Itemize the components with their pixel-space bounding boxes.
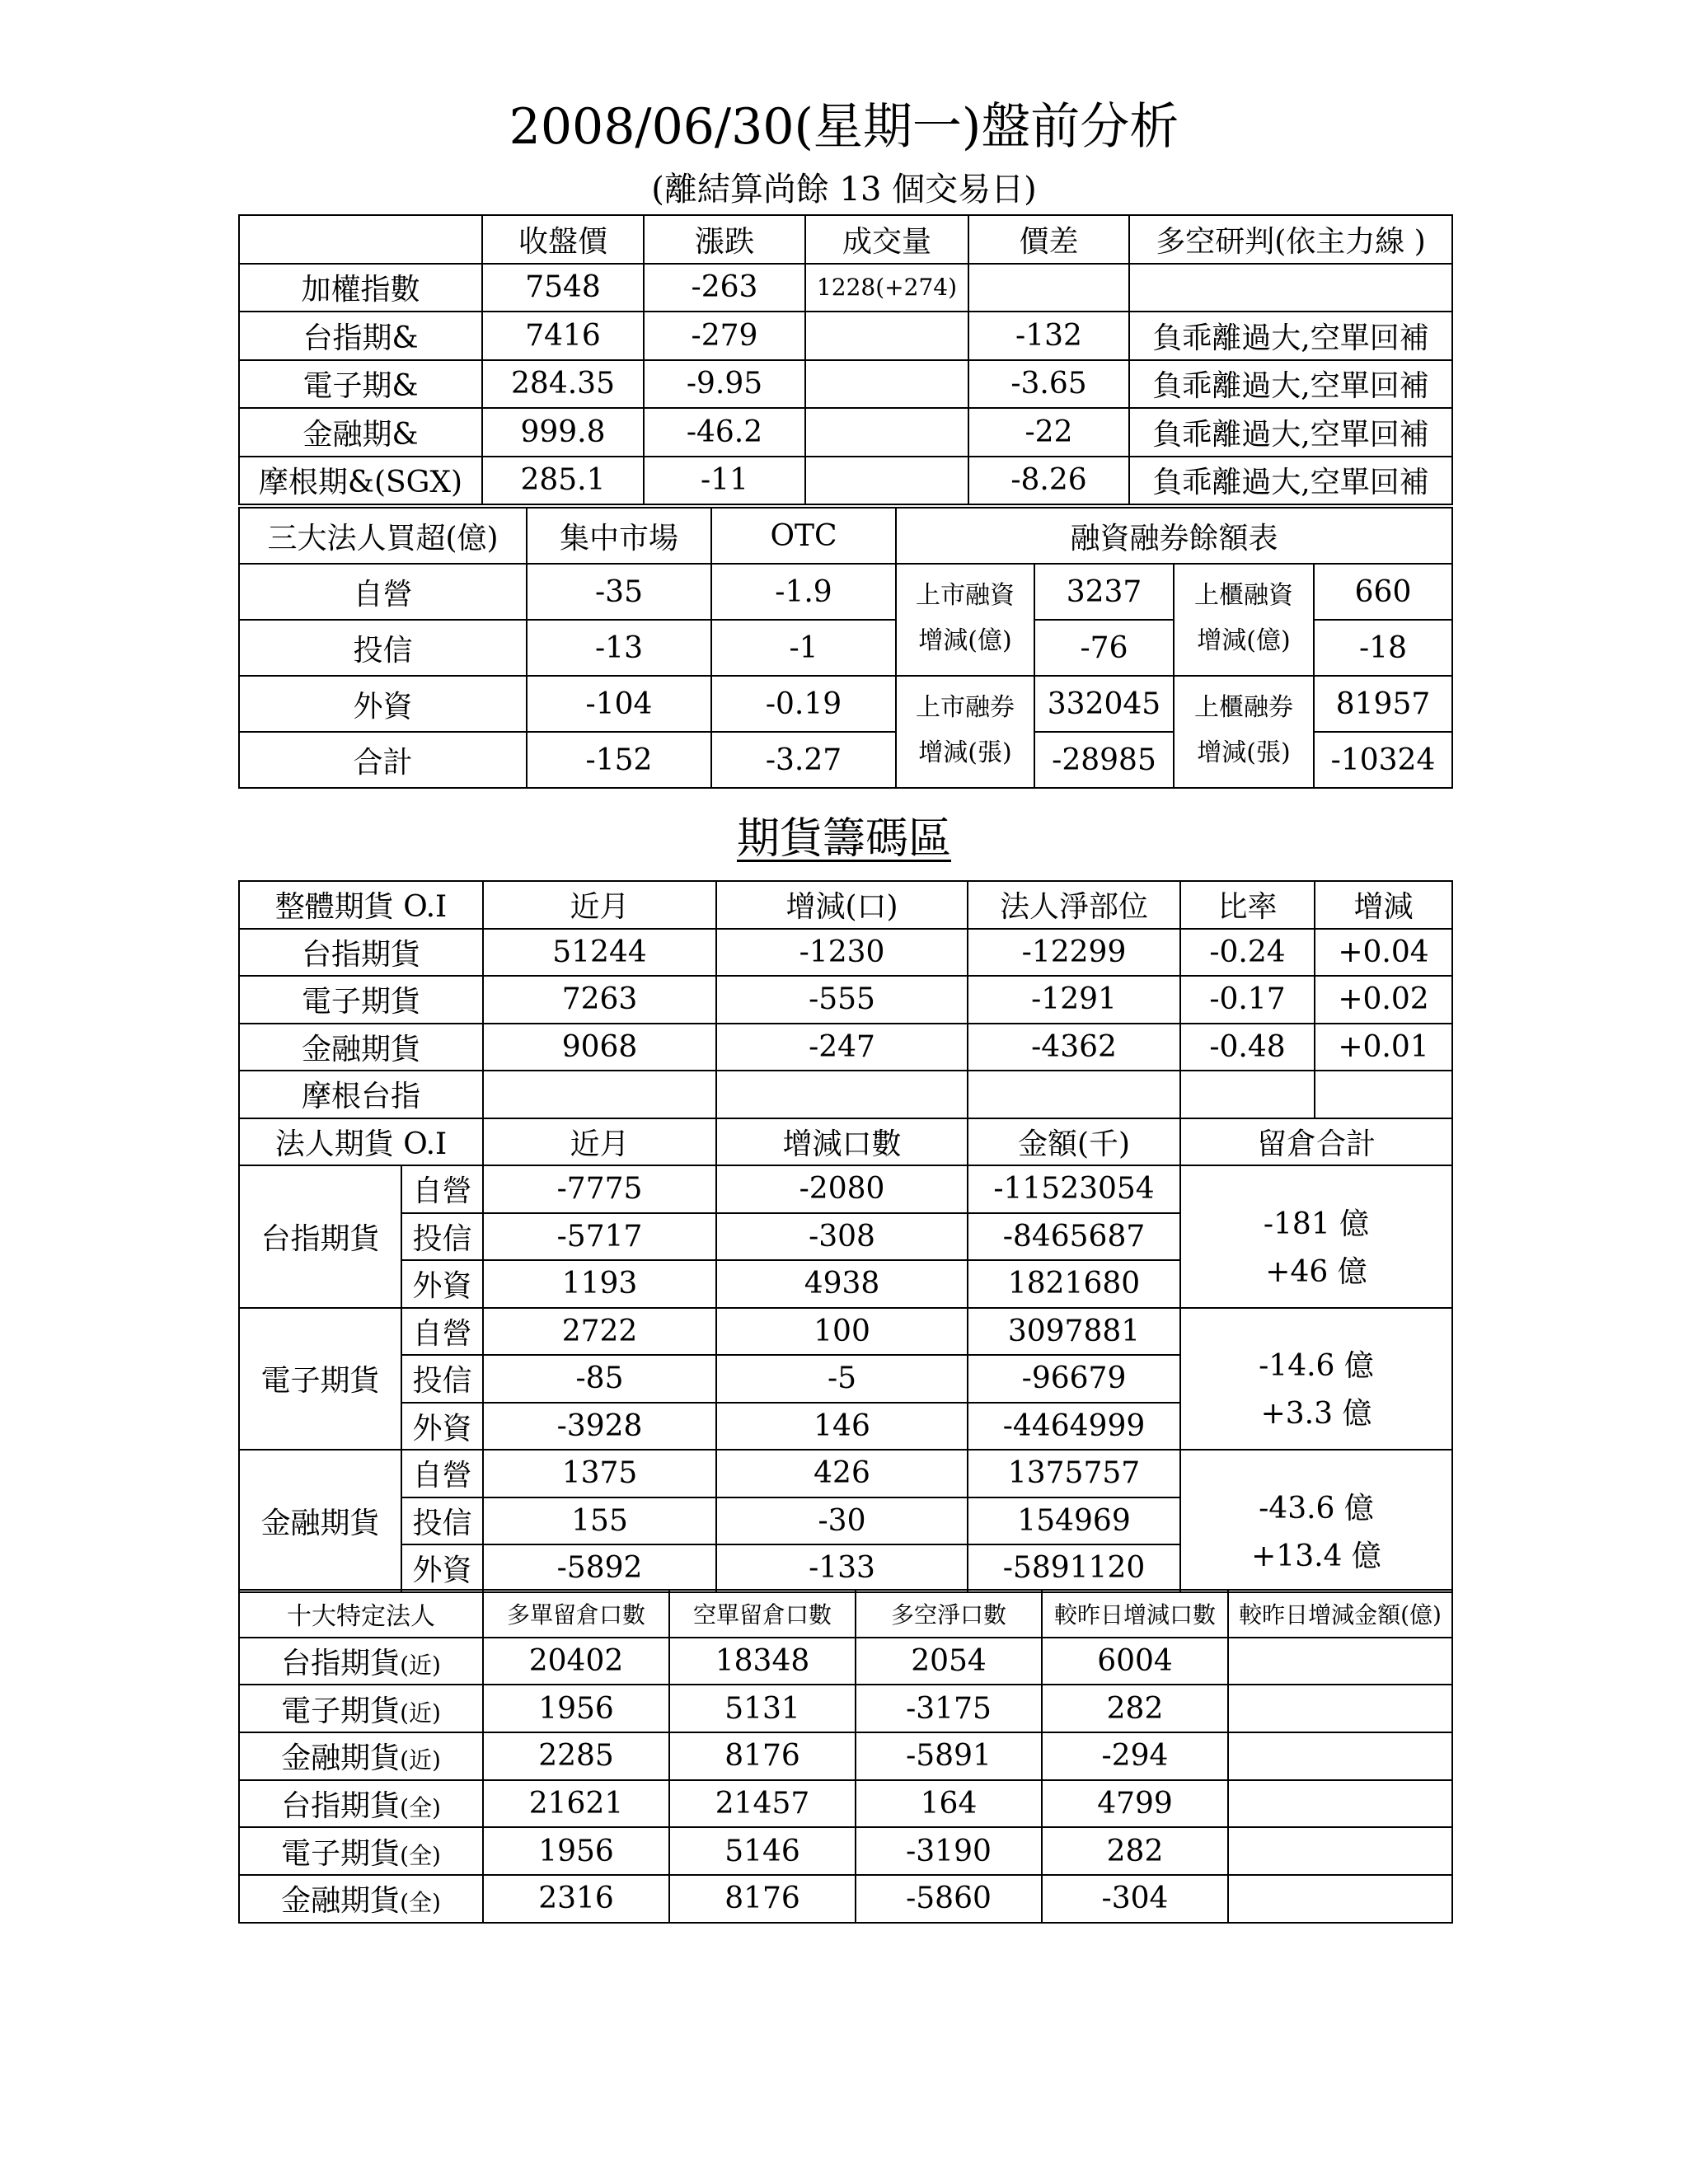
margin-label: 上櫃融資 bbox=[1174, 564, 1314, 620]
net-position: -12299 bbox=[968, 929, 1180, 977]
row-label: 台指期& bbox=[239, 312, 482, 360]
investor-type: 外資 bbox=[401, 1260, 483, 1308]
contract-name: 台指期貨 bbox=[281, 1789, 401, 1824]
header-cell: 近月 bbox=[483, 1118, 716, 1166]
investor-type: 外資 bbox=[401, 1544, 483, 1592]
amount-change bbox=[1228, 1732, 1452, 1780]
oi-change: -30 bbox=[716, 1497, 968, 1545]
oi-change: -555 bbox=[716, 976, 968, 1024]
header-cell: 多空研判(依主力線 ) bbox=[1129, 215, 1452, 264]
open-total bbox=[1180, 1165, 1452, 1308]
amount: -96679 bbox=[968, 1355, 1180, 1403]
table-header-row bbox=[239, 508, 1452, 564]
near-month-oi: -5892 bbox=[483, 1544, 716, 1592]
table-row bbox=[239, 457, 1452, 505]
margin-table-title: 融資融券餘額表 bbox=[896, 508, 1452, 564]
net-oi: -5860 bbox=[856, 1875, 1042, 1923]
table-header-row bbox=[239, 1118, 1452, 1166]
table-header-row bbox=[239, 1590, 1452, 1638]
group-label: 電子期貨 bbox=[239, 1308, 401, 1451]
header-cell: 增減 bbox=[1315, 881, 1452, 929]
margin-value: 81957 bbox=[1314, 676, 1452, 732]
main-market-value: -13 bbox=[527, 620, 711, 676]
short-oi: 8176 bbox=[669, 1732, 856, 1780]
main-market-value: -152 bbox=[527, 732, 711, 788]
table-row bbox=[239, 1685, 1452, 1732]
table-row bbox=[239, 312, 1452, 360]
margin-value: -10324 bbox=[1314, 732, 1452, 788]
row-label: 台指期貨 bbox=[239, 929, 483, 977]
ratio: -0.48 bbox=[1180, 1024, 1315, 1071]
margin-label: 增減(張) bbox=[896, 732, 1034, 788]
header-cell: 多空淨口數 bbox=[856, 1590, 1042, 1638]
spread: -8.26 bbox=[968, 457, 1129, 505]
header-cell: OTC bbox=[711, 508, 896, 564]
contract-month-tag: (近) bbox=[400, 1746, 441, 1774]
close-price: 7416 bbox=[482, 312, 644, 360]
table-row bbox=[239, 620, 1452, 676]
open-total-line2: +3.3 億 bbox=[1260, 1397, 1372, 1432]
header-cell: 漲跌 bbox=[644, 215, 805, 264]
row-label bbox=[239, 1638, 483, 1685]
net-oi: -5891 bbox=[856, 1732, 1042, 1780]
amount: 3097881 bbox=[968, 1308, 1180, 1356]
investor-type: 自營 bbox=[401, 1165, 483, 1213]
header-cell: 集中市場 bbox=[527, 508, 711, 564]
oi-change: 6004 bbox=[1042, 1638, 1228, 1685]
ratio-change: +0.04 bbox=[1315, 929, 1452, 977]
volume bbox=[805, 360, 968, 409]
table-row bbox=[239, 1024, 1452, 1071]
amount-change bbox=[1228, 1875, 1452, 1923]
amount: -8465687 bbox=[968, 1213, 1180, 1261]
price-change: -263 bbox=[644, 264, 805, 312]
near-month-oi: -3928 bbox=[483, 1403, 716, 1451]
margin-label: 增減(張) bbox=[1174, 732, 1314, 788]
net-position: -1291 bbox=[968, 976, 1180, 1024]
amount: 1821680 bbox=[968, 1260, 1180, 1308]
investor-type: 外資 bbox=[401, 1403, 483, 1451]
header-cell: 法人期貨 O.I bbox=[239, 1118, 483, 1166]
open-total-line2: +13.4 億 bbox=[1251, 1539, 1381, 1573]
futures-section-title-text: 期貨籌碼區 bbox=[736, 814, 951, 864]
table-row bbox=[239, 1450, 1452, 1497]
outlook: 負乖離過大,空單回補 bbox=[1129, 312, 1452, 360]
main-market-value: -35 bbox=[527, 564, 711, 620]
oi-change: -5 bbox=[716, 1355, 968, 1403]
table-row bbox=[239, 929, 1452, 977]
row-label bbox=[239, 1827, 483, 1875]
open-total bbox=[1180, 1308, 1452, 1451]
futures-oi-table bbox=[238, 880, 1453, 1593]
oi-change: 282 bbox=[1042, 1685, 1228, 1732]
oi-change: -1230 bbox=[716, 929, 968, 977]
open-total-line1: -43.6 億 bbox=[1259, 1491, 1374, 1526]
open-total-line1: -181 億 bbox=[1263, 1207, 1370, 1241]
long-oi: 2316 bbox=[483, 1875, 669, 1923]
row-label: 加權指數 bbox=[239, 264, 482, 312]
spread: -3.65 bbox=[968, 360, 1129, 409]
volume bbox=[805, 408, 968, 457]
table-row bbox=[239, 408, 1452, 457]
ratio: -0.24 bbox=[1180, 929, 1315, 977]
contract-month-tag: (全) bbox=[400, 1794, 441, 1822]
oi-change: 4799 bbox=[1042, 1780, 1228, 1828]
outlook bbox=[1129, 264, 1452, 312]
header-cell: 金額(千) bbox=[968, 1118, 1180, 1166]
oi-change: 282 bbox=[1042, 1827, 1228, 1875]
ratio: -0.17 bbox=[1180, 976, 1315, 1024]
investor-type: 投信 bbox=[401, 1497, 483, 1545]
amount: -4464999 bbox=[968, 1403, 1180, 1451]
price-change: -11 bbox=[644, 457, 805, 505]
margin-value: 3237 bbox=[1034, 564, 1174, 620]
header-cell: 增減(口) bbox=[716, 881, 968, 929]
row-label: 投信 bbox=[239, 620, 527, 676]
near-month-oi: 9068 bbox=[483, 1024, 716, 1071]
amount: -5891120 bbox=[968, 1544, 1180, 1592]
investor-type: 投信 bbox=[401, 1355, 483, 1403]
net-oi: 2054 bbox=[856, 1638, 1042, 1685]
institutional-margin-table bbox=[238, 507, 1453, 789]
investor-type: 自營 bbox=[401, 1450, 483, 1497]
investor-type: 投信 bbox=[401, 1213, 483, 1261]
amount: 154969 bbox=[968, 1497, 1180, 1545]
contract-name: 台指期貨 bbox=[281, 1647, 401, 1681]
close-price: 7548 bbox=[482, 264, 644, 312]
header-cell: 三大法人買超(億) bbox=[239, 508, 527, 564]
row-label: 電子期& bbox=[239, 360, 482, 409]
row-label: 金融期& bbox=[239, 408, 482, 457]
table-row bbox=[239, 1165, 1452, 1213]
otc-value: -0.19 bbox=[711, 676, 896, 732]
near-month-oi: 1193 bbox=[483, 1260, 716, 1308]
amount-change bbox=[1228, 1685, 1452, 1732]
table-row bbox=[239, 360, 1452, 409]
investor-type: 自營 bbox=[401, 1308, 483, 1356]
oi-change bbox=[716, 1071, 968, 1118]
near-month-oi: 155 bbox=[483, 1497, 716, 1545]
table-header-row bbox=[239, 881, 1452, 929]
ratio-change: +0.02 bbox=[1315, 976, 1452, 1024]
price-change: -279 bbox=[644, 312, 805, 360]
near-month-oi: 1375 bbox=[483, 1450, 716, 1497]
oi-change: 4938 bbox=[716, 1260, 968, 1308]
contract-name: 電子期貨 bbox=[281, 1694, 401, 1728]
header-cell: 增減口數 bbox=[716, 1118, 968, 1166]
contract-name: 金融期貨 bbox=[281, 1741, 401, 1776]
page-title: 2008/06/30(星期一)盤前分析 bbox=[509, 98, 1179, 156]
oi-change: -294 bbox=[1042, 1732, 1228, 1780]
margin-label: 上市融資 bbox=[896, 564, 1034, 620]
near-month-oi: -85 bbox=[483, 1355, 716, 1403]
amount: -11523054 bbox=[968, 1165, 1180, 1213]
header-cell: 較昨日增減口數 bbox=[1042, 1590, 1228, 1638]
contract-month-tag: (全) bbox=[400, 1841, 441, 1869]
amount-change bbox=[1228, 1827, 1452, 1875]
short-oi: 8176 bbox=[669, 1875, 856, 1923]
header-cell: 成交量 bbox=[805, 215, 968, 264]
long-oi: 1956 bbox=[483, 1827, 669, 1875]
oi-change: -308 bbox=[716, 1213, 968, 1261]
oi-change: -2080 bbox=[716, 1165, 968, 1213]
amount-change bbox=[1228, 1780, 1452, 1828]
contract-month-tag: (近) bbox=[400, 1652, 441, 1680]
near-month-oi bbox=[483, 1071, 716, 1118]
net-position bbox=[968, 1071, 1180, 1118]
net-oi: 164 bbox=[856, 1780, 1042, 1828]
near-month-oi: 2722 bbox=[483, 1308, 716, 1356]
table-row bbox=[239, 732, 1452, 788]
header-cell: 空單留倉口數 bbox=[669, 1590, 856, 1638]
ratio bbox=[1180, 1071, 1315, 1118]
header-cell: 留倉合計 bbox=[1180, 1118, 1452, 1166]
contract-name: 金融期貨 bbox=[281, 1884, 401, 1919]
net-oi: -3175 bbox=[856, 1685, 1042, 1732]
header-cell: 近月 bbox=[483, 881, 716, 929]
header-cell: 價差 bbox=[968, 215, 1129, 264]
table-row bbox=[239, 1638, 1452, 1685]
margin-value: -18 bbox=[1314, 620, 1452, 676]
close-price: 285.1 bbox=[482, 457, 644, 505]
group-label: 金融期貨 bbox=[239, 1450, 401, 1592]
net-position: -4362 bbox=[968, 1024, 1180, 1071]
table-row bbox=[239, 264, 1452, 312]
net-oi: -3190 bbox=[856, 1827, 1042, 1875]
margin-label: 上市融券 bbox=[896, 676, 1034, 732]
outlook: 負乖離過大,空單回補 bbox=[1129, 457, 1452, 505]
main-market-value: -104 bbox=[527, 676, 711, 732]
margin-label: 增減(億) bbox=[896, 620, 1034, 676]
row-label bbox=[239, 1780, 483, 1828]
short-oi: 18348 bbox=[669, 1638, 856, 1685]
close-price: 999.8 bbox=[482, 408, 644, 457]
oi-change: -304 bbox=[1042, 1875, 1228, 1923]
row-label bbox=[239, 1732, 483, 1780]
open-total-line1: -14.6 億 bbox=[1259, 1349, 1374, 1384]
table-row bbox=[239, 1827, 1452, 1875]
margin-value: -28985 bbox=[1034, 732, 1174, 788]
price-change: -46.2 bbox=[644, 408, 805, 457]
row-label: 電子期貨 bbox=[239, 976, 483, 1024]
outlook: 負乖離過大,空單回補 bbox=[1129, 360, 1452, 409]
contract-month-tag: (近) bbox=[400, 1699, 441, 1727]
otc-value: -3.27 bbox=[711, 732, 896, 788]
table-row bbox=[239, 1071, 1452, 1118]
spread: -22 bbox=[968, 408, 1129, 457]
long-oi: 2285 bbox=[483, 1732, 669, 1780]
header-cell: 整體期貨 O.I bbox=[239, 881, 483, 929]
price-change: -9.95 bbox=[644, 360, 805, 409]
table-row bbox=[239, 676, 1452, 732]
volume bbox=[805, 457, 968, 505]
near-month-oi: -7775 bbox=[483, 1165, 716, 1213]
margin-value: 332045 bbox=[1034, 676, 1174, 732]
near-month-oi: -5717 bbox=[483, 1213, 716, 1261]
short-oi: 21457 bbox=[669, 1780, 856, 1828]
oi-change: 426 bbox=[716, 1450, 968, 1497]
short-oi: 5146 bbox=[669, 1827, 856, 1875]
short-oi: 5131 bbox=[669, 1685, 856, 1732]
header-cell: 比率 bbox=[1180, 881, 1315, 929]
futures-section-title bbox=[0, 813, 1688, 865]
row-label: 摩根期&(SGX) bbox=[239, 457, 482, 505]
margin-value: 660 bbox=[1314, 564, 1452, 620]
spread: -132 bbox=[968, 312, 1129, 360]
row-label: 外資 bbox=[239, 676, 527, 732]
long-oi: 1956 bbox=[483, 1685, 669, 1732]
row-label bbox=[239, 1685, 483, 1732]
amount-change bbox=[1228, 1638, 1452, 1685]
amount: 1375757 bbox=[968, 1450, 1180, 1497]
margin-label: 增減(億) bbox=[1174, 620, 1314, 676]
row-label bbox=[239, 1875, 483, 1923]
near-month-oi: 7263 bbox=[483, 976, 716, 1024]
header-cell: 多單留倉口數 bbox=[483, 1590, 669, 1638]
top10-institutions-table bbox=[238, 1589, 1453, 1924]
volume bbox=[805, 312, 968, 360]
header-cell: 收盤價 bbox=[482, 215, 644, 264]
margin-label: 上櫃融券 bbox=[1174, 676, 1314, 732]
contract-name: 電子期貨 bbox=[281, 1836, 401, 1871]
otc-value: -1.9 bbox=[711, 564, 896, 620]
volume: 1228(+274) bbox=[805, 264, 968, 312]
otc-value: -1 bbox=[711, 620, 896, 676]
close-price: 284.35 bbox=[482, 360, 644, 409]
near-month-oi: 51244 bbox=[483, 929, 716, 977]
table-header-row bbox=[239, 215, 1452, 264]
row-label: 摩根台指 bbox=[239, 1071, 483, 1118]
row-label: 自營 bbox=[239, 564, 527, 620]
long-oi: 21621 bbox=[483, 1780, 669, 1828]
row-label: 合計 bbox=[239, 732, 527, 788]
oi-change: 100 bbox=[716, 1308, 968, 1356]
row-label: 金融期貨 bbox=[239, 1024, 483, 1071]
table-row bbox=[239, 1732, 1452, 1780]
long-oi: 20402 bbox=[483, 1638, 669, 1685]
header-cell: 法人淨部位 bbox=[968, 881, 1180, 929]
margin-value: -76 bbox=[1034, 620, 1174, 676]
spread bbox=[968, 264, 1129, 312]
open-total bbox=[1180, 1450, 1452, 1592]
outlook: 負乖離過大,空單回補 bbox=[1129, 408, 1452, 457]
table-row bbox=[239, 1308, 1452, 1356]
ratio-change bbox=[1315, 1071, 1452, 1118]
header-cell: 較昨日增減金額(億) bbox=[1228, 1590, 1452, 1638]
header-cell bbox=[239, 215, 482, 264]
oi-change: 146 bbox=[716, 1403, 968, 1451]
table-row bbox=[239, 1875, 1452, 1923]
market-summary-table bbox=[238, 214, 1453, 505]
page-subtitle: (離結算尚餘 13 個交易日) bbox=[651, 171, 1037, 209]
oi-change: -133 bbox=[716, 1544, 968, 1592]
contract-month-tag: (全) bbox=[400, 1889, 441, 1917]
ratio-change: +0.01 bbox=[1315, 1024, 1452, 1071]
oi-change: -247 bbox=[716, 1024, 968, 1071]
group-label: 台指期貨 bbox=[239, 1165, 401, 1308]
header-cell: 十大特定法人 bbox=[239, 1590, 483, 1638]
table-row bbox=[239, 564, 1452, 620]
open-total-line2: +46 億 bbox=[1265, 1254, 1367, 1289]
table-row bbox=[239, 976, 1452, 1024]
table-row bbox=[239, 1780, 1452, 1828]
